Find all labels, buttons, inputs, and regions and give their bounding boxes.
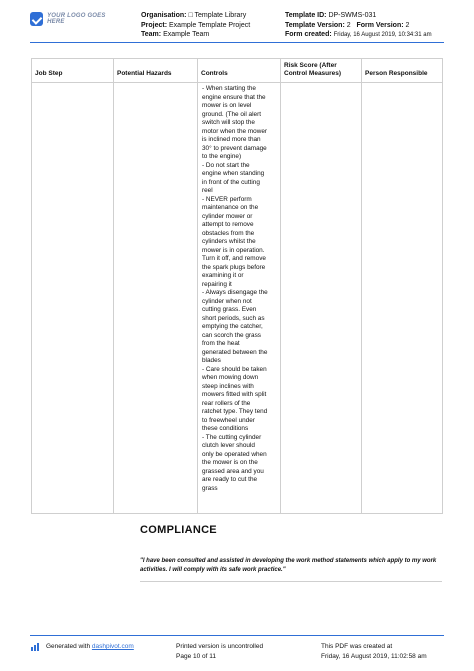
controls-line: mowers fitted with split [202, 391, 267, 398]
controls-line: reel [202, 187, 213, 194]
logo-check-icon [30, 12, 43, 26]
footer-print-info [176, 642, 263, 662]
page-header [0, 0, 474, 46]
controls-line: - Do not start the [202, 161, 250, 169]
controls-line: is inclined more than [202, 136, 261, 143]
footer-pdf-info [321, 642, 427, 662]
controls-line: the spark plugs before [202, 263, 266, 271]
controls-line: grassed area and you [202, 467, 264, 475]
form-version-label: Form Version: [356, 21, 404, 29]
company-logo [30, 10, 120, 28]
controls-line: grass [202, 484, 218, 492]
form-created-value: Friday, 16 August 2019, 10:34:31 am [333, 32, 432, 38]
controls-line: switch will stop the [202, 119, 255, 126]
controls-line: - Care should be taken [202, 365, 267, 373]
organisation-label: Organisation: [141, 12, 187, 19]
controls-line: 30° to prevent damage [202, 144, 267, 152]
controls-line: cylinder mower or [202, 212, 253, 220]
controls-line: mower is in operation. [202, 246, 265, 254]
printed-uncontrolled: Printed version is uncontrolled [176, 643, 264, 650]
controls-line: motor when the mower [202, 127, 267, 135]
controls-line: are ready to cut the [202, 476, 258, 483]
controls-line: short periods, such as [202, 314, 265, 322]
controls-line: cylinder when not [202, 297, 252, 305]
controls-cell [202, 85, 282, 493]
project-label: Project: [141, 21, 168, 29]
template-id-value: DP-SWMS-031 [328, 12, 377, 19]
footer-divider [30, 635, 444, 636]
dashpivot-link[interactable]: dashpivot.com [91, 643, 134, 650]
controls-line: ratchet type. They tend [202, 408, 268, 415]
controls-line: maintenance on the [202, 204, 259, 211]
controls-line: blades [202, 357, 221, 364]
team-value: Example Team [163, 31, 210, 38]
controls-line: - Always disengage the [202, 289, 268, 296]
controls-line: ground. (The oil alert [202, 110, 261, 118]
swms-table [31, 58, 443, 514]
generated-prefix: Generated with [46, 643, 91, 650]
controls-line: these conditions [202, 425, 249, 432]
controls-line: when mowing down [202, 374, 259, 381]
controls-line: only be operated when [202, 450, 267, 458]
controls-line: can scorch the grass [202, 331, 261, 339]
header-risk-score-line2: Control Measures) [284, 70, 342, 77]
pdf-created-date: Friday, 16 August 2019, 11:02:58 am [321, 653, 427, 660]
team-label: Team: [141, 31, 162, 38]
controls-line: attempt to remove [202, 221, 254, 228]
page-number: Page 10 of 11 [176, 653, 216, 660]
header-controls: Controls [201, 70, 228, 77]
header-job-step: Job Step [35, 70, 63, 77]
dashpivot-bars-icon [31, 643, 40, 651]
compliance-title: COMPLIANCE [140, 524, 217, 536]
controls-line: repairing it [202, 280, 232, 288]
template-version-label: Template Version: [285, 21, 345, 29]
controls-line: in front of the cutting [202, 178, 260, 186]
controls-line: to the engine) [202, 153, 242, 160]
controls-line: to freewheel under [202, 416, 255, 424]
logo-text: YOUR LOGO GOES HERE [47, 13, 106, 25]
compliance-statement: "I have been consulted and assisted in developing the work method statements which apply to my work activities. I will comply with its safe work practice." [140, 558, 437, 573]
controls-line: rear rollers of the [202, 399, 251, 407]
table-row [32, 83, 442, 513]
project-value: Example Template Project [169, 21, 251, 29]
pdf-created-label: This PDF was created at [321, 643, 393, 650]
footer-generated [46, 643, 134, 650]
header-risk-score-line1: Risk Score (After [284, 62, 337, 69]
controls-line: steep inclines with [202, 382, 254, 390]
controls-line: engine when standing [202, 170, 265, 177]
table-header-row [32, 59, 442, 83]
form-version-value: 2 [405, 21, 410, 29]
controls-line: - When starting the [202, 85, 256, 92]
template-version-value: 2 [346, 21, 351, 29]
form-created-label: Form created: [285, 31, 332, 38]
controls-line: - The cutting cylinder [202, 433, 262, 441]
controls-line: - NEVER perform [202, 195, 252, 203]
header-potential-hazards: Potential Hazards [117, 70, 172, 77]
organisation-value: □ Template Library [188, 12, 247, 19]
header-person-responsible: Person Responsible [365, 70, 428, 77]
controls-line: Turn it off, and remove [202, 255, 266, 262]
controls-line: examining it or [202, 272, 244, 279]
controls-line: mower is on level [202, 102, 252, 109]
controls-line: cylinders whilst the [202, 238, 256, 245]
controls-line: obstacles from the [202, 229, 255, 237]
header-divider [30, 42, 444, 43]
controls-line: generated between the [202, 348, 268, 356]
controls-line: engine ensure that the [202, 93, 266, 101]
controls-line: the mower is on the [202, 459, 258, 466]
controls-line: emptying the catcher, [202, 323, 263, 330]
controls-line: from the heat [202, 340, 240, 347]
template-id-label: Template ID: [285, 12, 327, 19]
controls-line: cutting grass. Even [202, 306, 257, 313]
controls-line: clutch lever should [202, 442, 255, 449]
signature-line [140, 581, 442, 582]
header-template-info [285, 11, 465, 41]
header-project-info [141, 11, 281, 40]
